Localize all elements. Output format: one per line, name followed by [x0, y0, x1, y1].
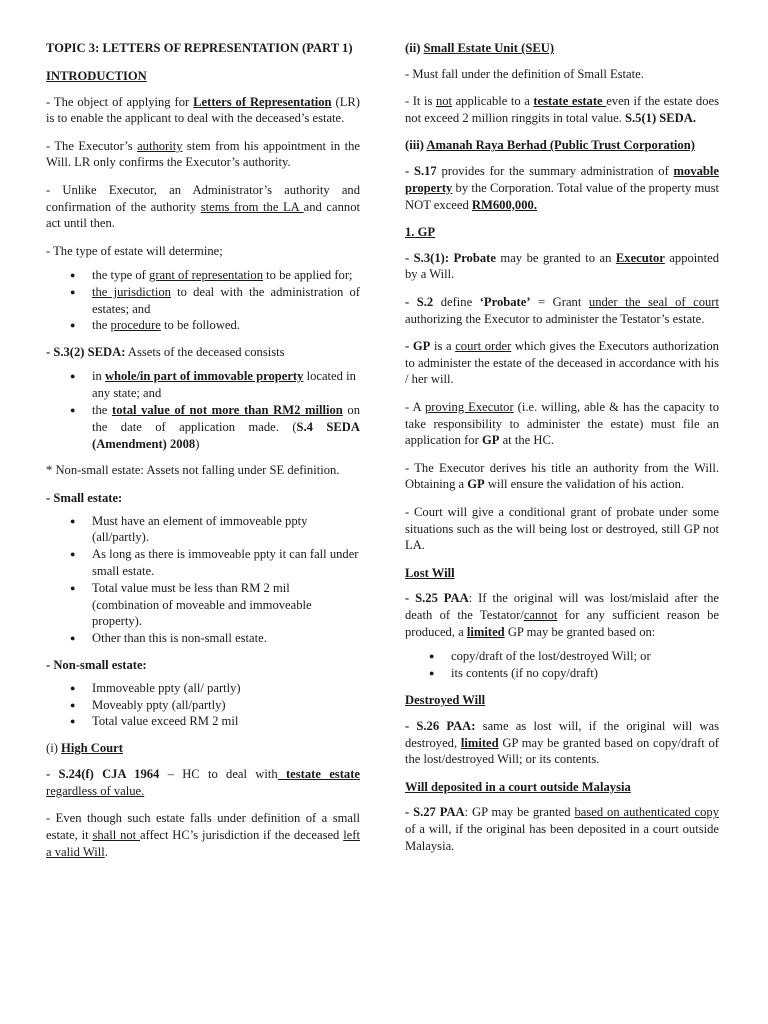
paragraph-seda-3-2: - S.3(2) SEDA: Assets of the deceased consists [46, 345, 285, 360]
list-item: ● the total value of not more than RM2 million on the date of application made. (S.4 SEDA (Amendment) 2008) [46, 402, 360, 452]
non-small-estate-heading: - Non-small estate: [46, 657, 147, 672]
list-item: ● Total value exceed RM 2 mil [46, 713, 360, 730]
seda-assets-list [46, 368, 360, 452]
paragraph-s3-1-probate: - S.3(1): Probate may be granted to an Executor appointed by a Will. [405, 250, 719, 282]
paragraph-seu-testate: - It is not applicable to a testate estate even if the estate does not exceed 2 million ringgits in total value. S.5(1) SEDA. [405, 94, 719, 125]
list-item: ● its contents (if no copy/draft) [405, 665, 719, 682]
paragraph-s2-probate-definition: - S.2 define ‘Probate’ = Grant under the seal of court authorizing the Executor to administer the Testator’s estate. [405, 294, 719, 326]
paragraph-non-small-estate-note: * Non-small estate: Assets not falling under SE definition. [46, 463, 340, 478]
paragraph-administrator-authority: - Unlike Executor, an Administrator’s authority and confirmation of the authority stems from the LA and cannot act until then. [46, 182, 360, 231]
paragraph-hc-jurisdiction: - Even though such estate falls under definition of a small estate, it shall not affect HC’s jurisdiction if the deceased left a valid Will. [46, 810, 360, 859]
paragraph-conditional-grant: - Court will give a conditional grant of probate under some situations such as the will being lost or destroyed, still GP not LA. [405, 504, 719, 553]
list-item: ● the type of grant of representation to be applied for; [46, 267, 360, 284]
arb-heading: (iii) Amanah Raya Berhad (Public Trust Corporation) [405, 138, 695, 153]
list-item: ● Total value must be less than RM 2 mil (combination of moveable and immoveable property). [46, 580, 360, 630]
non-small-estate-list [46, 680, 360, 730]
paragraph-gp-court-order: - GP is a court order which gives the Executors authorization to administer the estate of the deceased in accordance with his / her will. [405, 338, 719, 387]
will-deposited-heading: Will deposited in a court outside Malaysia [405, 779, 631, 794]
paragraph-small-estate-definition: - Must fall under the definition of Small Estate. [405, 66, 644, 81]
paragraph-s26-paa: - S.26 PAA: same as lost will, if the original will was destroyed, limited GP may be granted based on copy/draft of the lost/destroyed Will; or its contents. [405, 718, 719, 767]
lost-will-heading: Lost Will [405, 565, 455, 580]
high-court-heading: (i) High Court [46, 741, 123, 756]
paragraph-s25-paa: - S.25 PAA: If the original will was lost/mislaid after the death of the Testator/cannot for any sufficient reason be produced, a limited GP may be granted based on: [405, 591, 720, 640]
paragraph-executor-authority: - The Executor’s authority stem from his appointment in the Will. LR only confirms the Executor’s authority. [46, 138, 360, 170]
estate-determines-list [46, 267, 360, 334]
list-item: ● the procedure to be followed. [46, 317, 360, 334]
list-item: ● the jurisdiction to deal with the administration of estates; and [46, 284, 360, 318]
list-item: ● Must have an element of immoveable ppty (all/partly). [46, 513, 360, 547]
small-estate-heading: - Small estate: [46, 490, 123, 505]
lost-will-basis-list [405, 648, 719, 682]
gp-heading: 1. GP [405, 224, 436, 239]
paragraph-object-lr: - The object of applying for Letters of Representation (LR) is to enable the applicant to deal with the deceased’s estate. [46, 94, 360, 126]
left-column [46, 40, 360, 871]
paragraph-executor-title: - The Executor derives his title an authority from the Will. Obtaining a GP will ensure the validation of his action. [405, 460, 719, 492]
right-column [405, 40, 719, 865]
list-item: ● Moveably ppty (all/partly) [46, 697, 360, 714]
page-title: TOPIC 3: LETTERS OF REPRESENTATION (PART 1) [46, 41, 353, 55]
introduction-heading: INTRODUCTION [46, 68, 147, 83]
seu-heading: (ii) Small Estate Unit (SEU) [405, 41, 555, 55]
list-item: ● copy/draft of the lost/destroyed Will; or [405, 648, 719, 665]
list-item: ● As long as there is immoveable ppty it can fall under small estate. [46, 546, 360, 580]
small-estate-list [46, 513, 360, 647]
list-item: ● Other than this is non-small estate. [46, 630, 360, 647]
paragraph-s17: - S.17 provides for the summary administration of movable property by the Corporation. Total value of the property must NOT exceed RM600,000. [405, 163, 720, 212]
list-item: ● in whole/in part of immovable property located in any state; and [46, 368, 360, 402]
paragraph-cja-1964: - S.24(f) CJA 1964 – HC to deal with testate estate regardless of value. [46, 766, 360, 798]
paragraph-proving-executor: - A proving Executor (i.e. willing, able & has the capacity to take responsibility to administer the estate) must file an application for GP at the HC. [405, 399, 719, 448]
paragraph-s27-paa: - S.27 PAA: GP may be granted based on authenticated copy of a will, if the original has been deposited in a court outside Malaysia. [405, 805, 719, 853]
destroyed-will-heading: Destroyed Will [405, 692, 486, 707]
paragraph-estate-type: - The type of estate will determine; [46, 243, 223, 258]
list-item: ● Immoveable ppty (all/ partly) [46, 680, 360, 697]
